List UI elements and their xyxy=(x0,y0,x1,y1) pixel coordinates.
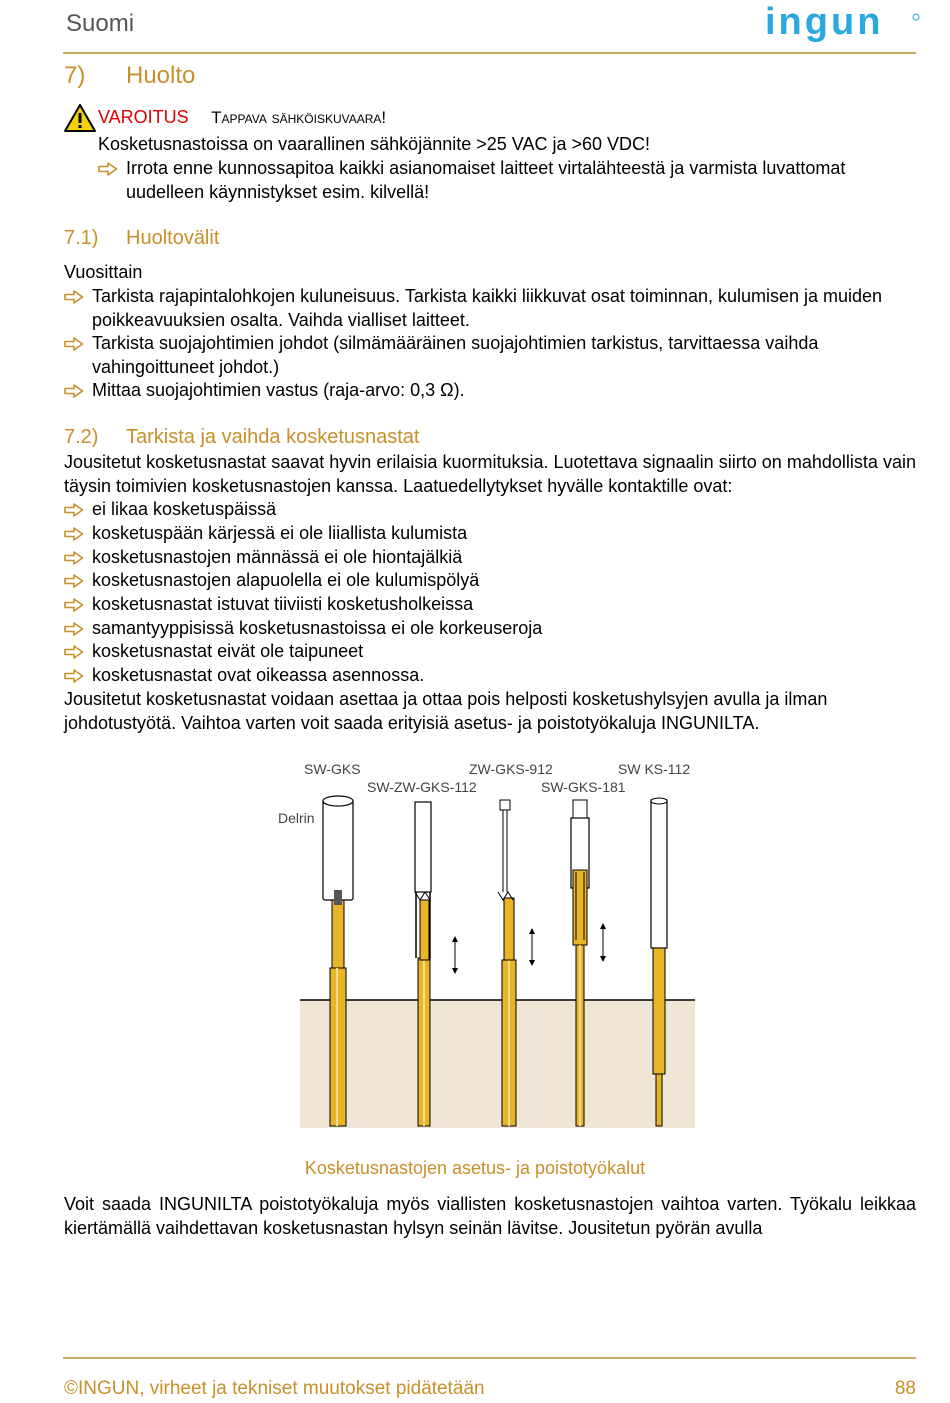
label-delrin: Delrin xyxy=(278,810,315,826)
warning-triangle-icon xyxy=(64,104,96,137)
arrow-icon xyxy=(64,337,84,351)
list-item: kosketusnastat ovat oikeassa asennossa. xyxy=(64,664,914,688)
header-rule xyxy=(63,52,916,54)
header-language: Suomi xyxy=(66,10,135,37)
arrow-icon xyxy=(64,290,84,304)
warning-header xyxy=(98,107,386,128)
subsection-2-outro: Jousitetut kosketusnastat voidaan asettaa ja ottaa pois helposti kosketushylsyjen avulla ja ilman johdotustyötä. Vaihtoa varten voit saada erityisiä asetus- ja poistotyökaluja INGUNILTA. xyxy=(64,689,828,733)
page-number: 88 xyxy=(894,1378,916,1399)
list-item: kosketusnastojen männässä ei ole hiontajälkiä xyxy=(64,546,914,570)
label-sw-ks-112: SW KS-112 xyxy=(618,761,691,777)
list-item: kosketusnastat eivät ole taipuneet xyxy=(64,640,914,664)
arrow-icon xyxy=(64,622,84,636)
arrow-icon xyxy=(64,669,84,683)
subsection-2-intro: Jousitetut kosketusnastat saavat hyvin erilaisia kuormituksia. Luotettava signaalin siirto on mahdollista vain täysin toimivien kosketusnastojen kanssa. Laatuedellytykset hyvälle kontaktille ovat: xyxy=(64,452,916,496)
arrow-icon xyxy=(64,384,84,398)
interval-label: Vuosittain xyxy=(64,262,143,282)
label-sw-gks-181: SW-GKS-181 xyxy=(541,779,626,795)
arrow-icon xyxy=(98,162,118,176)
arrow-icon xyxy=(64,574,84,588)
label-sw-gks: SW-GKS xyxy=(304,761,361,777)
warning-action: Irrota enne kunnossapitoa kaikki asianomaiset laitteet virtalähteestä ja varmista luvattomat uudelleen käynnistykset esim. kilvellä! xyxy=(98,157,918,204)
figure-caption: Kosketusnastojen asetus- ja poistotyökalut xyxy=(304,1158,646,1178)
ingun-logo xyxy=(765,5,920,50)
subsection-1-title: 7.1) Huoltovälit xyxy=(64,227,220,249)
arrow-icon xyxy=(64,527,84,541)
arrow-icon xyxy=(64,598,84,612)
list-item: kosketuspään kärjessä ei ole liiallista kulumista xyxy=(64,522,914,546)
list-item: Tarkista rajapintalohkojen kuluneisuus. Tarkista kaikki liikkuvat osat toiminnan, kulumisen ja muiden poikkeavuuksien osalta. Vaihda vialliset laitteet. xyxy=(64,285,914,332)
warning-label: VAROITUS xyxy=(98,107,189,127)
footer-copyright: ©INGUN, virheet ja tekniset muutokset pidätetään xyxy=(64,1378,485,1399)
subsection-2-title: 7.2) Tarkista ja vaihda kosketusnastat xyxy=(64,426,420,448)
label-zw-gks-912: ZW-GKS-912 xyxy=(469,761,553,777)
warning-heading: Tappava sähköiskuvaara! xyxy=(211,108,387,127)
list-item: samantyyppisissä kosketusnastoissa ei ole korkeuseroja xyxy=(64,617,914,641)
list-item: Mittaa suojajohtimien vastus (raja-arvo: 0,3 Ω). xyxy=(64,379,914,403)
arrow-icon xyxy=(64,645,84,659)
label-sw-zw-gks-112: SW-ZW-GKS-112 xyxy=(367,779,477,795)
footer-rule xyxy=(63,1357,916,1359)
section-title: 7) Huolto xyxy=(64,62,196,89)
arrow-icon xyxy=(64,503,84,517)
closing-paragraph: Voit saada INGUNILTA poistotyökaluja myös viallisten kosketusnastojen vaihtoa varten. Työkalu leikkaa kiertämällä vaihdettavan kosketusnastan hylsyn seinän lävitse. Jousitetun pyörän avulla xyxy=(64,1194,916,1238)
list-item: kosketusnastojen alapuolella ei ole kulumispölyä xyxy=(64,569,914,593)
warning-text: Kosketusnastoissa on vaarallinen sähköjännite >25 VAC ja >60 VDC! xyxy=(98,134,650,154)
list-item: Tarkista suojajohtimien johdot (silmämääräinen suojajohtimien tarkistus, tarvittaessa vaihda vahingoittuneet johdot.) xyxy=(64,332,914,379)
list-item: kosketusnastat istuvat tiiviisti kosketusholkeissa xyxy=(64,593,914,617)
tools-illustration xyxy=(270,780,710,1140)
arrow-icon xyxy=(64,551,84,565)
svg-text:ingun: ingun xyxy=(765,5,884,43)
list-item: ei likaa kosketuspäissä xyxy=(64,498,914,522)
